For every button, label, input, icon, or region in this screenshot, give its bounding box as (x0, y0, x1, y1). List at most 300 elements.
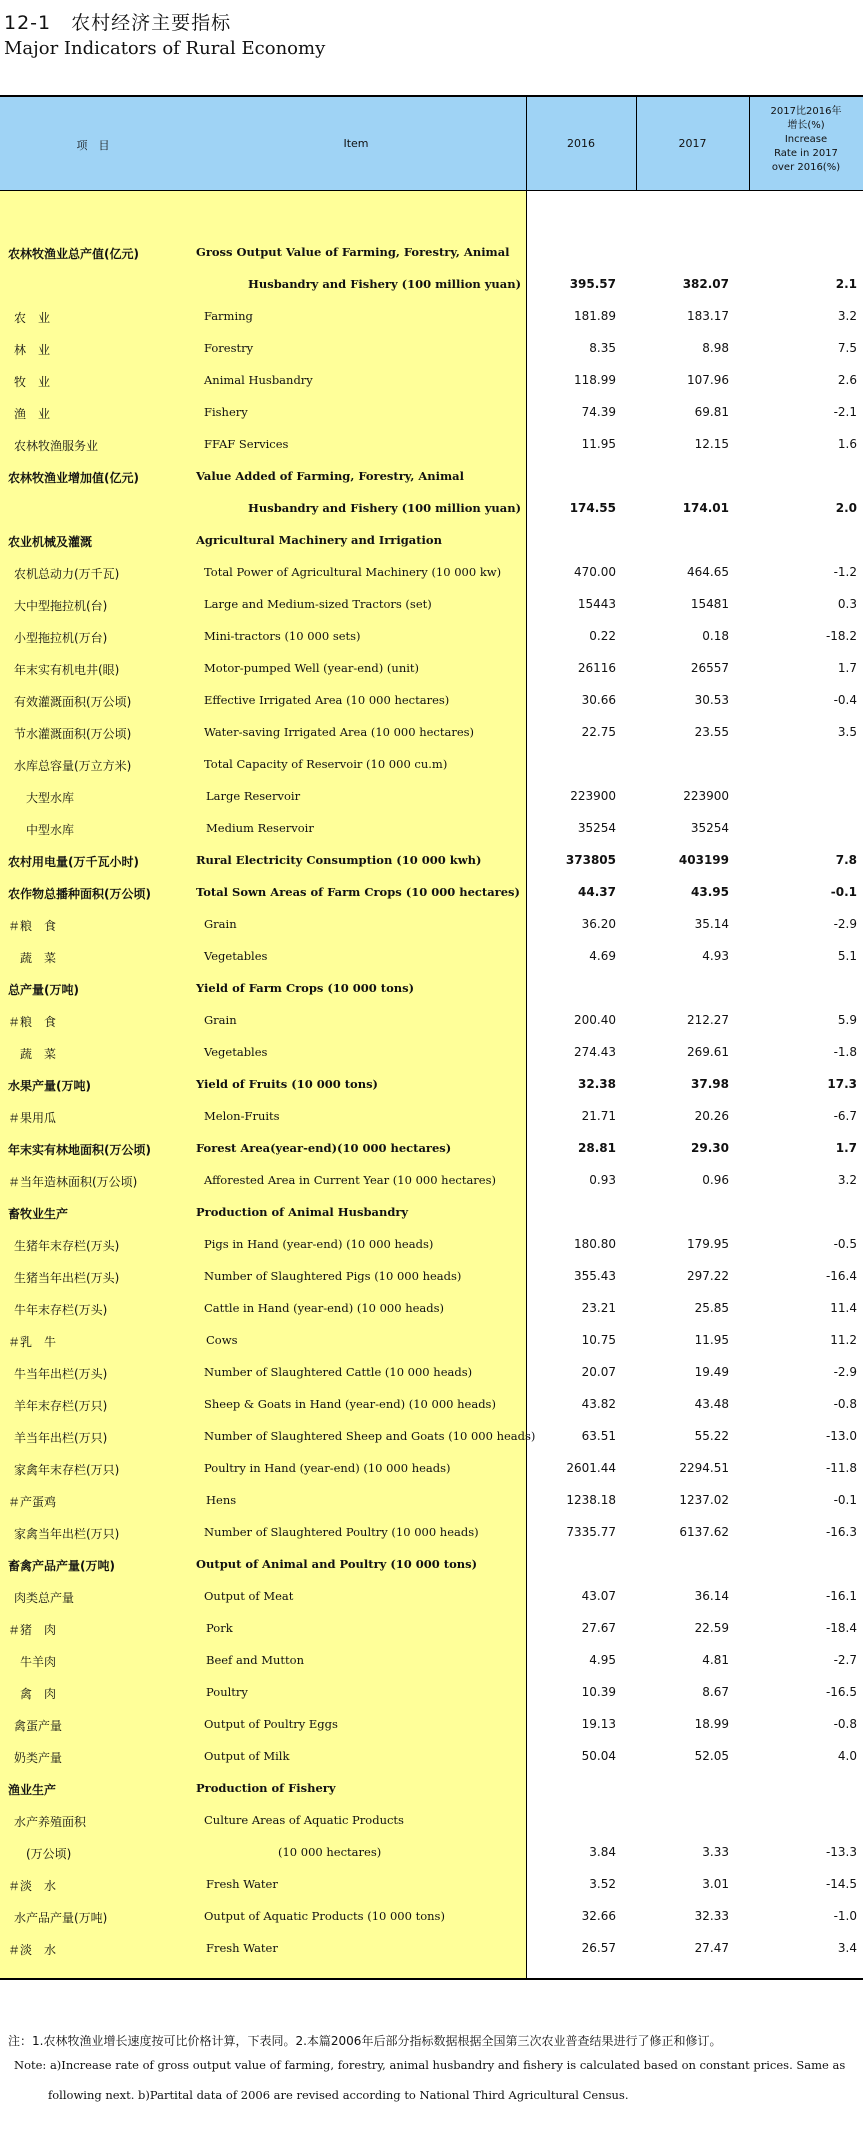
column-divider (636, 95, 637, 191)
row-item-en: Rural Electricity Consumption (10 000 kwh) (196, 853, 482, 867)
row-value-2016: 0.93 (589, 1173, 616, 1187)
row-value-2016: 223900 (570, 789, 616, 803)
table-row (0, 1548, 863, 1580)
row-increase-rate: -2.9 (833, 1365, 857, 1379)
row-value-2016: 3.84 (589, 1845, 616, 1859)
row-value-2017: 1237.02 (679, 1493, 729, 1507)
row-value-2017: 297.22 (687, 1269, 729, 1283)
row-item-cn: 蔬 菜 (8, 1047, 57, 1061)
row-item-en: Husbandry and Fishery (100 million yuan) (248, 501, 522, 515)
row-value-2016: 174.55 (569, 501, 616, 515)
row-item-en: Grain (204, 917, 237, 931)
table-row (0, 1004, 863, 1036)
row-increase-rate: -16.4 (825, 1269, 857, 1283)
row-value-2016: 10.75 (581, 1333, 616, 1347)
table-row (0, 1452, 863, 1484)
row-item-cn: 家禽当年出栏(万只) (14, 1527, 120, 1541)
table-row (0, 236, 863, 268)
table-row (0, 940, 863, 972)
row-value-2016: 4.69 (589, 949, 616, 963)
row-item-cn: 水果产量(万吨) (8, 1079, 91, 1093)
row-increase-rate: -16.3 (825, 1525, 857, 1539)
row-value-2016: 30.66 (581, 693, 616, 707)
row-value-2016: 200.40 (574, 1013, 616, 1027)
table-row (0, 268, 863, 300)
row-value-2017: 15481 (690, 597, 729, 611)
row-increase-rate: -2.7 (833, 1653, 857, 1667)
row-item-cn: 生猪当年出栏(万头) (14, 1271, 120, 1285)
row-item-en: Pork (206, 1621, 233, 1635)
row-increase-rate: -18.4 (825, 1621, 857, 1635)
table-row (0, 588, 863, 620)
row-item-cn: 畜牧业生产 (8, 1207, 69, 1221)
row-value-2017: 174.01 (682, 501, 729, 515)
table-row (0, 780, 863, 812)
row-value-2016: 180.80 (574, 1237, 616, 1251)
row-item-en: Grain (204, 1013, 237, 1027)
row-item-cn: 禽蛋产量 (14, 1719, 63, 1733)
row-value-2017: 11.95 (694, 1333, 729, 1347)
row-item-cn: 肉类总产量 (14, 1591, 75, 1605)
row-value-2017: 27.47 (694, 1941, 729, 1955)
table-row (0, 1196, 863, 1228)
row-value-2016: 36.20 (581, 917, 616, 931)
table-row (0, 1644, 863, 1676)
row-increase-rate: 1.6 (837, 437, 857, 451)
row-item-cn: 羊年末存栏(万只) (14, 1399, 108, 1413)
row-value-2016: 32.38 (578, 1077, 616, 1091)
row-value-2017: 69.81 (694, 405, 729, 419)
row-item-cn: 农业机械及灌溉 (8, 535, 93, 549)
header-rate-line: over 2016(%) (771, 162, 841, 173)
row-item-cn: 年末实有机电井(眼) (14, 663, 120, 677)
table-row (0, 972, 863, 1004)
row-item-cn: 羊当年出栏(万只) (14, 1431, 108, 1445)
row-item-en: Number of Slaughtered Pigs (10 000 heads) (204, 1269, 462, 1283)
table-row (0, 1836, 863, 1868)
row-value-2016: 21.71 (581, 1109, 616, 1123)
row-increase-rate: 2.6 (837, 373, 857, 387)
row-value-2017: 43.95 (691, 885, 729, 899)
table-row (0, 1804, 863, 1836)
page-title-cn: 12-1 农村经济主要指标 (4, 12, 232, 34)
row-increase-rate: -14.5 (825, 1877, 857, 1891)
row-value-2016: 373805 (565, 853, 616, 867)
row-value-2017: 19.49 (694, 1365, 729, 1379)
row-increase-rate: -2.9 (833, 917, 857, 931)
row-value-2017: 36.14 (694, 1589, 729, 1603)
note-en-line2: following next. b)Partital data of 2006 are revised according to National Third Agricultural Census. (48, 2088, 629, 2102)
row-increase-rate: -0.5 (833, 1237, 857, 1251)
table-row (0, 1356, 863, 1388)
row-value-2017: 20.26 (694, 1109, 729, 1123)
row-item-cn: 渔业生产 (8, 1783, 57, 1797)
table-row (0, 1324, 863, 1356)
row-value-2016: 27.67 (581, 1621, 616, 1635)
row-value-2016: 4.95 (589, 1653, 616, 1667)
row-increase-rate: -1.0 (833, 1909, 857, 1923)
row-item-cn: 小型拖拉机(万台) (14, 631, 108, 645)
row-item-cn: ＃产蛋鸡 (8, 1495, 57, 1509)
row-item-en: Husbandry and Fishery (100 million yuan) (248, 277, 522, 291)
row-item-cn: 农 业 (14, 311, 51, 325)
row-increase-rate: -18.2 (825, 629, 857, 643)
table-row (0, 1036, 863, 1068)
row-item-en: Vegetables (204, 1045, 268, 1059)
row-item-cn: 家禽年末存栏(万只) (14, 1463, 120, 1477)
row-item-en: (10 000 hectares) (278, 1845, 382, 1859)
row-item-en: Output of Poultry Eggs (204, 1717, 338, 1731)
table-row (0, 748, 863, 780)
table-row (0, 1580, 863, 1612)
row-item-cn: 畜禽产品产量(万吨) (8, 1559, 115, 1573)
row-increase-rate: 4.0 (837, 1749, 857, 1763)
row-item-en: Vegetables (204, 949, 268, 963)
row-increase-rate: 3.5 (837, 725, 857, 739)
row-value-2017: 37.98 (691, 1077, 729, 1091)
table-row (0, 1740, 863, 1772)
row-increase-rate: -1.8 (833, 1045, 857, 1059)
row-item-en: Cows (206, 1333, 238, 1347)
row-increase-rate: 11.2 (830, 1333, 857, 1347)
row-item-cn: 农林牧渔服务业 (14, 439, 99, 453)
row-item-cn: 蔬 菜 (8, 951, 57, 965)
row-value-2017: 23.55 (694, 725, 729, 739)
row-value-2017: 2294.51 (679, 1461, 729, 1475)
row-item-en: Output of Milk (204, 1749, 290, 1763)
table-row (0, 428, 863, 460)
row-value-2016: 63.51 (581, 1429, 616, 1443)
table-row (0, 1260, 863, 1292)
row-item-cn: 禽 肉 (8, 1687, 57, 1701)
row-value-2017: 8.98 (702, 341, 729, 355)
row-increase-rate: 3.4 (837, 1941, 857, 1955)
row-value-2016: 118.99 (574, 373, 616, 387)
row-item-cn: 农作物总播种面积(万公顷) (8, 887, 151, 901)
row-item-cn: 有效灌溉面积(万公顷) (14, 695, 132, 709)
row-item-en: Large and Medium-sized Tractors (set) (204, 597, 432, 611)
row-item-en: Mini-tractors (10 000 sets) (204, 629, 361, 643)
row-item-cn: 农林牧渔业增加值(亿元) (8, 471, 139, 485)
row-increase-rate: 2.1 (835, 277, 857, 291)
row-item-en: Forestry (204, 341, 254, 355)
row-value-2016: 11.95 (581, 437, 616, 451)
row-item-en: Sheep & Goats in Hand (year-end) (10 000 heads) (204, 1397, 496, 1411)
row-increase-rate: -1.2 (833, 565, 857, 579)
row-value-2016: 32.66 (581, 1909, 616, 1923)
row-value-2017: 212.27 (687, 1013, 729, 1027)
row-item-en: Poultry (206, 1685, 248, 1699)
row-value-2016: 3.52 (589, 1877, 616, 1891)
row-value-2016: 26.57 (581, 1941, 616, 1955)
row-value-2017: 403199 (678, 853, 729, 867)
table-row (0, 556, 863, 588)
row-value-2016: 355.43 (574, 1269, 616, 1283)
row-value-2016: 2601.44 (566, 1461, 616, 1475)
row-item-cn: 大中型拖拉机(台) (14, 599, 108, 613)
row-value-2016: 470.00 (574, 565, 616, 579)
header-rate-line: 增长(%) (787, 120, 825, 131)
table-row (0, 1484, 863, 1516)
row-value-2017: 43.48 (694, 1397, 729, 1411)
row-value-2017: 3.33 (702, 1845, 729, 1859)
row-item-en: Number of Slaughtered Cattle (10 000 heads) (204, 1365, 473, 1379)
table-row (0, 364, 863, 396)
table-row (0, 1164, 863, 1196)
row-item-en: Yield of Farm Crops (10 000 tons) (196, 981, 415, 995)
row-increase-rate: -0.1 (830, 885, 857, 899)
row-value-2016: 74.39 (581, 405, 616, 419)
row-value-2016: 28.81 (578, 1141, 616, 1155)
row-value-2017: 0.96 (702, 1173, 729, 1187)
row-item-en: Number of Slaughtered Sheep and Goats (10 000 heads) (204, 1429, 536, 1443)
table-row (0, 1100, 863, 1132)
row-value-2016: 23.21 (581, 1301, 616, 1315)
row-item-cn: 水产品产量(万吨) (14, 1911, 108, 1925)
row-item-cn: 水库总容量(万立方米) (14, 759, 132, 773)
row-item-cn: ＃当年造林面积(万公顷) (8, 1175, 138, 1189)
row-increase-rate: -2.1 (833, 405, 857, 419)
row-item-en: Large Reservoir (206, 789, 301, 803)
row-increase-rate: 17.3 (827, 1077, 857, 1091)
table-row (0, 524, 863, 556)
row-increase-rate: 11.4 (830, 1301, 857, 1315)
table-row (0, 876, 863, 908)
table-row (0, 492, 863, 524)
row-increase-rate: 0.3 (837, 597, 857, 611)
row-item-en: Animal Husbandry (204, 373, 313, 387)
table-header (0, 95, 863, 191)
row-value-2017: 26557 (690, 661, 729, 675)
row-item-cn: 生猪年末存栏(万头) (14, 1239, 120, 1253)
row-value-2017: 223900 (683, 789, 729, 803)
row-item-cn: ＃猪 肉 (8, 1623, 57, 1637)
table-row (0, 1420, 863, 1452)
row-item-en: Medium Reservoir (206, 821, 314, 835)
row-item-en: Melon-Fruits (204, 1109, 280, 1123)
row-increase-rate: 5.9 (837, 1013, 857, 1027)
row-item-en: Output of Aquatic Products (10 000 tons) (204, 1909, 445, 1923)
page-title-en: Major Indicators of Rural Economy (4, 38, 326, 59)
row-value-2017: 107.96 (687, 373, 729, 387)
row-item-cn: 牧 业 (14, 375, 51, 389)
row-value-2017: 35.14 (694, 917, 729, 931)
row-item-cn: 牛羊肉 (8, 1655, 57, 1669)
row-item-cn: ＃粮 食 (8, 1015, 57, 1029)
header-item-en: Item (343, 137, 369, 150)
table-row (0, 1612, 863, 1644)
table-row (0, 460, 863, 492)
table-row (0, 620, 863, 652)
row-item-en: Pigs in Hand (year-end) (10 000 heads) (204, 1237, 434, 1251)
header-rate-line: Rate in 2017 (774, 148, 838, 159)
row-value-2016: 7335.77 (566, 1525, 616, 1539)
row-value-2017: 8.67 (702, 1685, 729, 1699)
row-value-2017: 464.65 (687, 565, 729, 579)
row-value-2017: 269.61 (687, 1045, 729, 1059)
row-item-en: Cattle in Hand (year-end) (10 000 heads) (204, 1301, 445, 1315)
row-item-en: Motor-pumped Well (year-end) (unit) (204, 661, 420, 675)
row-value-2017: 3.01 (702, 1877, 729, 1891)
table-row (0, 652, 863, 684)
row-item-en: Production of Animal Husbandry (196, 1205, 409, 1219)
row-item-en: Agricultural Machinery and Irrigation (196, 533, 442, 547)
table-row (0, 1068, 863, 1100)
table-row (0, 812, 863, 844)
table-row (0, 1292, 863, 1324)
row-value-2017: 382.07 (682, 277, 729, 291)
table-row (0, 684, 863, 716)
row-increase-rate: -16.5 (825, 1685, 857, 1699)
row-value-2016: 10.39 (581, 1685, 616, 1699)
header-rate-line: Increase (784, 134, 828, 145)
row-value-2017: 4.81 (702, 1653, 729, 1667)
row-value-2016: 35254 (577, 821, 616, 835)
row-item-cn: ＃淡 水 (8, 1943, 57, 1957)
row-value-2017: 29.30 (691, 1141, 729, 1155)
row-item-cn: ＃果用瓜 (8, 1111, 57, 1125)
row-value-2017: 4.93 (702, 949, 729, 963)
table-row (0, 396, 863, 428)
row-item-en: FFAF Services (204, 437, 289, 451)
row-item-cn: ＃淡 水 (8, 1879, 57, 1893)
row-item-en: Fishery (204, 405, 248, 419)
row-item-cn: ＃粮 食 (8, 919, 57, 933)
row-item-cn: 牛当年出栏(万头) (14, 1367, 108, 1381)
row-value-2016: 1238.18 (566, 1493, 616, 1507)
row-increase-rate: -16.1 (825, 1589, 857, 1603)
header-2017: 2017 (678, 137, 707, 150)
column-divider (749, 95, 750, 191)
note-en-line1: Note: a)Increase rate of gross output value of farming, forestry, animal husbandry and fishery is calculated based on constant prices. Same as (14, 2058, 846, 2072)
row-item-cn: 节水灌溉面积(万公顷) (14, 727, 132, 741)
row-item-en: Effective Irrigated Area (10 000 hectares) (204, 693, 450, 707)
row-value-2016: 8.35 (589, 341, 616, 355)
table-row (0, 1676, 863, 1708)
row-increase-rate: -13.0 (825, 1429, 857, 1443)
row-value-2016: 50.04 (581, 1749, 616, 1763)
table-row (0, 1900, 863, 1932)
row-item-cn: 渔 业 (14, 407, 51, 421)
row-increase-rate: 1.7 (835, 1141, 857, 1155)
row-item-en: Gross Output Value of Farming, Forestry, Animal (196, 245, 510, 259)
row-value-2017: 179.95 (687, 1237, 729, 1251)
row-item-en: Output of Meat (204, 1589, 294, 1603)
row-item-en: Total Sown Areas of Farm Crops (10 000 hectares) (196, 885, 520, 899)
table-row (0, 1516, 863, 1548)
row-increase-rate: 2.0 (835, 501, 857, 515)
row-value-2017: 30.53 (694, 693, 729, 707)
row-item-cn: (万公顷) (14, 1847, 72, 1861)
row-item-cn: 农林牧渔业总产值(亿元) (8, 247, 139, 261)
row-value-2016: 0.22 (589, 629, 616, 643)
row-value-2017: 35254 (690, 821, 729, 835)
row-value-2016: 22.75 (581, 725, 616, 739)
row-value-2016: 395.57 (569, 277, 616, 291)
header-2016: 2016 (567, 137, 595, 150)
row-increase-rate: 3.2 (837, 1173, 857, 1187)
row-item-en: Beef and Mutton (206, 1653, 305, 1667)
row-value-2016: 20.07 (581, 1365, 616, 1379)
row-increase-rate: -0.4 (833, 693, 857, 707)
row-increase-rate: -0.1 (833, 1493, 857, 1507)
row-value-2017: 22.59 (694, 1621, 729, 1635)
row-increase-rate: -0.8 (833, 1717, 857, 1731)
row-value-2016: 274.43 (574, 1045, 616, 1059)
table-row (0, 300, 863, 332)
row-item-en: Value Added of Farming, Forestry, Animal (196, 469, 465, 483)
table-row (0, 1772, 863, 1804)
row-value-2017: 12.15 (694, 437, 729, 451)
row-value-2017: 183.17 (687, 309, 729, 323)
row-item-cn: 农机总动力(万千瓦) (14, 567, 120, 581)
row-item-cn: 林 业 (14, 343, 51, 357)
row-value-2016: 44.37 (578, 885, 616, 899)
row-item-cn: 中型水库 (14, 823, 75, 837)
row-item-en: Fresh Water (206, 1941, 278, 1955)
row-item-en: Fresh Water (206, 1877, 278, 1891)
row-value-2016: 43.07 (581, 1589, 616, 1603)
table-row (0, 1132, 863, 1164)
table-row (0, 332, 863, 364)
header-item-cn: 项 目 (76, 139, 110, 152)
row-item-cn: 大型水库 (14, 791, 75, 805)
row-value-2017: 6137.62 (679, 1525, 729, 1539)
row-item-en: Forest Area(year-end)(10 000 hectares) (196, 1141, 452, 1155)
table-bottom-rule (0, 1978, 863, 1980)
row-item-en: Culture Areas of Aquatic Products (204, 1813, 404, 1827)
row-item-cn: 年末实有林地面积(万公顷) (8, 1143, 151, 1157)
row-increase-rate: -0.8 (833, 1397, 857, 1411)
table-row (0, 1932, 863, 1964)
row-value-2017: 0.18 (702, 629, 729, 643)
table-row (0, 1708, 863, 1740)
row-item-en: Total Power of Agricultural Machinery (10 000 kw) (204, 565, 502, 579)
row-increase-rate: 3.2 (837, 309, 857, 323)
table-row (0, 1388, 863, 1420)
row-item-en: Total Capacity of Reservoir (10 000 cu.m) (204, 757, 448, 771)
row-increase-rate: -6.7 (833, 1109, 857, 1123)
note-cn: 注：1.农林牧渔业增长速度按可比价格计算，下表同。2.本篇2006年后部分指标数据根据全国第三次农业普查结果进行了修正和修订。 (8, 2034, 722, 2048)
table-row (0, 908, 863, 940)
table-row (0, 716, 863, 748)
row-item-cn: 水产养殖面积 (14, 1815, 87, 1829)
row-value-2016: 19.13 (581, 1717, 616, 1731)
row-item-en: Afforested Area in Current Year (10 000 hectares) (204, 1173, 497, 1187)
row-value-2016: 43.82 (581, 1397, 616, 1411)
row-increase-rate: 1.7 (837, 661, 857, 675)
table-row (0, 844, 863, 876)
row-increase-rate: -11.8 (825, 1461, 857, 1475)
row-item-en: Poultry in Hand (year-end) (10 000 heads) (204, 1461, 451, 1475)
table-row (0, 1228, 863, 1260)
row-increase-rate: -13.3 (825, 1845, 857, 1859)
row-increase-rate: 7.8 (835, 853, 857, 867)
row-increase-rate: 7.5 (837, 341, 857, 355)
row-item-en: Farming (204, 309, 253, 323)
row-item-cn: 牛年末存栏(万头) (14, 1303, 108, 1317)
row-value-2016: 26116 (577, 661, 616, 675)
row-value-2017: 52.05 (694, 1749, 729, 1763)
header-rate-line: 2017比2016年 (770, 106, 842, 117)
row-item-en: Number of Slaughtered Poultry (10 000 heads) (204, 1525, 479, 1539)
header-rate (749, 105, 863, 175)
row-item-cn: 总产量(万吨) (8, 983, 79, 997)
row-value-2016: 15443 (577, 597, 616, 611)
row-increase-rate: 5.1 (837, 949, 857, 963)
row-value-2016: 181.89 (574, 309, 616, 323)
row-item-en: Production of Fishery (196, 1781, 336, 1795)
